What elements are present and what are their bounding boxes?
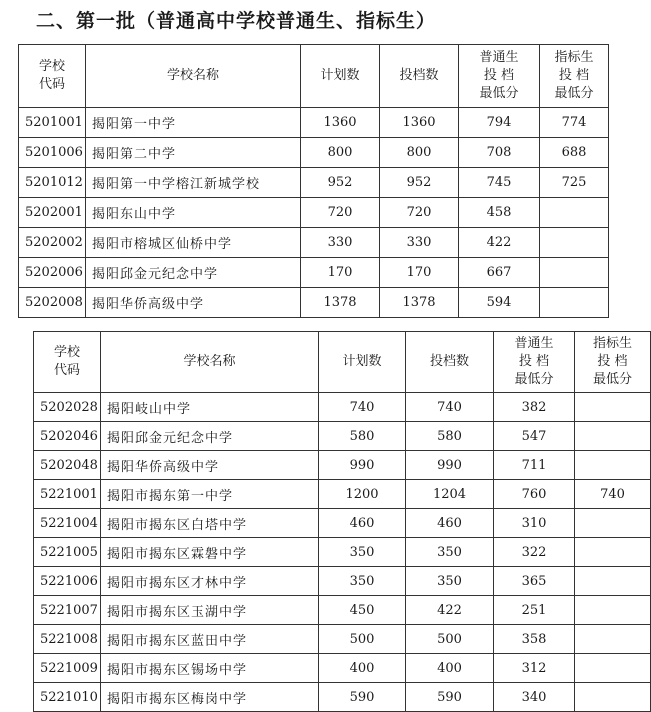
cell-plan-count: 350 (319, 538, 406, 567)
cell-plan-count: 952 (301, 168, 380, 198)
cell-school-name: 揭阳华侨高级中学 (101, 451, 319, 480)
cell-plan-count: 460 (319, 509, 406, 538)
header-school-code: 学校 代码 (34, 332, 101, 393)
cell-normal-min-score: 365 (494, 567, 575, 596)
header-normal-min-score: 普通生 投 档 最低分 (494, 332, 575, 393)
cell-school-name: 揭阳岐山中学 (101, 393, 319, 422)
cell-normal-min-score: 422 (459, 228, 540, 258)
cell-quota-min-score (575, 654, 651, 683)
cell-school-code: 5202046 (34, 422, 101, 451)
header-quota-min-score: 指标生 投 档 最低分 (575, 332, 651, 393)
cell-quota-min-score: 774 (540, 108, 609, 138)
cell-quota-min-score (575, 538, 651, 567)
cell-school-name: 揭阳邱金元纪念中学 (101, 422, 319, 451)
cell-quota-min-score: 740 (575, 480, 651, 509)
cell-normal-min-score: 760 (494, 480, 575, 509)
header-quota-min-score: 指标生 投 档 最低分 (540, 45, 609, 108)
cell-filed-count: 580 (406, 422, 494, 451)
cell-normal-min-score: 340 (494, 683, 575, 712)
cell-plan-count: 590 (319, 683, 406, 712)
cell-school-name: 揭阳市揭东区玉湖中学 (101, 596, 319, 625)
cell-plan-count: 800 (301, 138, 380, 168)
cell-filed-count: 400 (406, 654, 494, 683)
cell-filed-count: 460 (406, 509, 494, 538)
header-school-code: 学校 代码 (19, 45, 86, 108)
cell-filed-count: 800 (380, 138, 459, 168)
cell-school-code: 5202048 (34, 451, 101, 480)
cell-normal-min-score: 312 (494, 654, 575, 683)
table-row (34, 451, 651, 480)
cell-filed-count: 350 (406, 567, 494, 596)
cell-plan-count: 170 (301, 258, 380, 288)
cell-plan-count: 330 (301, 228, 380, 258)
cell-school-code: 5221005 (34, 538, 101, 567)
cell-school-code: 5221001 (34, 480, 101, 509)
cell-quota-min-score (575, 567, 651, 596)
cell-filed-count: 590 (406, 683, 494, 712)
cell-normal-min-score: 322 (494, 538, 575, 567)
cell-school-code: 5201012 (19, 168, 86, 198)
table-header-row (19, 45, 609, 108)
cell-normal-min-score: 667 (459, 258, 540, 288)
cell-quota-min-score (575, 625, 651, 654)
cell-filed-count: 720 (380, 198, 459, 228)
cell-normal-min-score: 251 (494, 596, 575, 625)
cell-school-name: 揭阳第一中学榕江新城学校 (86, 168, 301, 198)
cell-filed-count: 990 (406, 451, 494, 480)
cell-filed-count: 422 (406, 596, 494, 625)
cell-school-name: 揭阳东山中学 (86, 198, 301, 228)
table-row (34, 509, 651, 538)
cell-filed-count: 330 (380, 228, 459, 258)
cell-school-name: 揭阳市揭东区梅岗中学 (101, 683, 319, 712)
cell-filed-count: 1204 (406, 480, 494, 509)
cell-normal-min-score: 310 (494, 509, 575, 538)
cell-school-name: 揭阳市揭东区才林中学 (101, 567, 319, 596)
cell-plan-count: 1378 (301, 288, 380, 318)
cell-plan-count: 400 (319, 654, 406, 683)
cell-normal-min-score: 458 (459, 198, 540, 228)
cell-school-name: 揭阳市揭东区蓝田中学 (101, 625, 319, 654)
cell-filed-count: 1378 (380, 288, 459, 318)
header-filed-count: 投档数 (406, 332, 494, 393)
cell-school-name: 揭阳市揭东区白塔中学 (101, 509, 319, 538)
cell-plan-count: 1200 (319, 480, 406, 509)
table-row (19, 288, 609, 318)
cell-normal-min-score: 794 (459, 108, 540, 138)
cell-normal-min-score: 594 (459, 288, 540, 318)
cell-school-code: 5221004 (34, 509, 101, 538)
table-row (34, 422, 651, 451)
cell-school-code: 5202001 (19, 198, 86, 228)
cell-school-code: 5221009 (34, 654, 101, 683)
cell-plan-count: 1360 (301, 108, 380, 138)
header-school-name: 学校名称 (86, 45, 301, 108)
table-row (34, 480, 651, 509)
header-plan-count: 计划数 (301, 45, 380, 108)
cell-quota-min-score (575, 683, 651, 712)
cell-school-code: 5202006 (19, 258, 86, 288)
cell-school-name: 揭阳市榕城区仙桥中学 (86, 228, 301, 258)
cell-school-code: 5202008 (19, 288, 86, 318)
cell-school-name: 揭阳邱金元纪念中学 (86, 258, 301, 288)
table-row (19, 138, 609, 168)
cell-school-code: 5221010 (34, 683, 101, 712)
table-row (19, 198, 609, 228)
cell-normal-min-score: 711 (494, 451, 575, 480)
cell-filed-count: 1360 (380, 108, 459, 138)
table-row (34, 393, 651, 422)
header-plan-count: 计划数 (319, 332, 406, 393)
table-row (34, 538, 651, 567)
cell-filed-count: 170 (380, 258, 459, 288)
cell-quota-min-score (575, 393, 651, 422)
cell-quota-min-score (575, 509, 651, 538)
table-row (34, 654, 651, 683)
cell-quota-min-score (575, 422, 651, 451)
cell-school-name: 揭阳华侨高级中学 (86, 288, 301, 318)
cell-quota-min-score (540, 288, 609, 318)
cell-quota-min-score: 688 (540, 138, 609, 168)
cell-school-code: 5221008 (34, 625, 101, 654)
cell-plan-count: 990 (319, 451, 406, 480)
cell-plan-count: 740 (319, 393, 406, 422)
cell-plan-count: 580 (319, 422, 406, 451)
cell-normal-min-score: 708 (459, 138, 540, 168)
header-normal-min-score: 普通生 投 档 最低分 (459, 45, 540, 108)
cell-school-name: 揭阳市揭东第一中学 (101, 480, 319, 509)
cell-filed-count: 740 (406, 393, 494, 422)
cell-school-code: 5221007 (34, 596, 101, 625)
table-row (34, 596, 651, 625)
cell-normal-min-score: 745 (459, 168, 540, 198)
table-row (34, 625, 651, 654)
cell-school-name: 揭阳市揭东区锡场中学 (101, 654, 319, 683)
section-title: 二、第一批（普通高中学校普通生、指标生） (36, 10, 437, 32)
table-row (19, 168, 609, 198)
cell-school-name: 揭阳第一中学 (86, 108, 301, 138)
table-row (34, 683, 651, 712)
cell-plan-count: 720 (301, 198, 380, 228)
cell-normal-min-score: 358 (494, 625, 575, 654)
admission-table-2 (33, 331, 651, 712)
cell-quota-min-score: 725 (540, 168, 609, 198)
cell-school-code: 5201006 (19, 138, 86, 168)
cell-normal-min-score: 382 (494, 393, 575, 422)
header-school-name: 学校名称 (101, 332, 319, 393)
cell-filed-count: 952 (380, 168, 459, 198)
cell-quota-min-score (540, 228, 609, 258)
cell-normal-min-score: 547 (494, 422, 575, 451)
table-row (19, 228, 609, 258)
cell-school-code: 5202002 (19, 228, 86, 258)
cell-plan-count: 500 (319, 625, 406, 654)
cell-plan-count: 450 (319, 596, 406, 625)
cell-filed-count: 500 (406, 625, 494, 654)
table-row (19, 258, 609, 288)
cell-quota-min-score (575, 596, 651, 625)
cell-quota-min-score (540, 258, 609, 288)
header-filed-count: 投档数 (380, 45, 459, 108)
cell-filed-count: 350 (406, 538, 494, 567)
cell-quota-min-score (575, 451, 651, 480)
table-header-row (34, 332, 651, 393)
cell-plan-count: 350 (319, 567, 406, 596)
table-row (34, 567, 651, 596)
cell-quota-min-score (540, 198, 609, 228)
table-row (19, 108, 609, 138)
cell-school-code: 5201001 (19, 108, 86, 138)
cell-school-code: 5202028 (34, 393, 101, 422)
cell-school-name: 揭阳市揭东区霖磐中学 (101, 538, 319, 567)
admission-table-1 (18, 44, 609, 318)
cell-school-name: 揭阳第二中学 (86, 138, 301, 168)
cell-school-code: 5221006 (34, 567, 101, 596)
